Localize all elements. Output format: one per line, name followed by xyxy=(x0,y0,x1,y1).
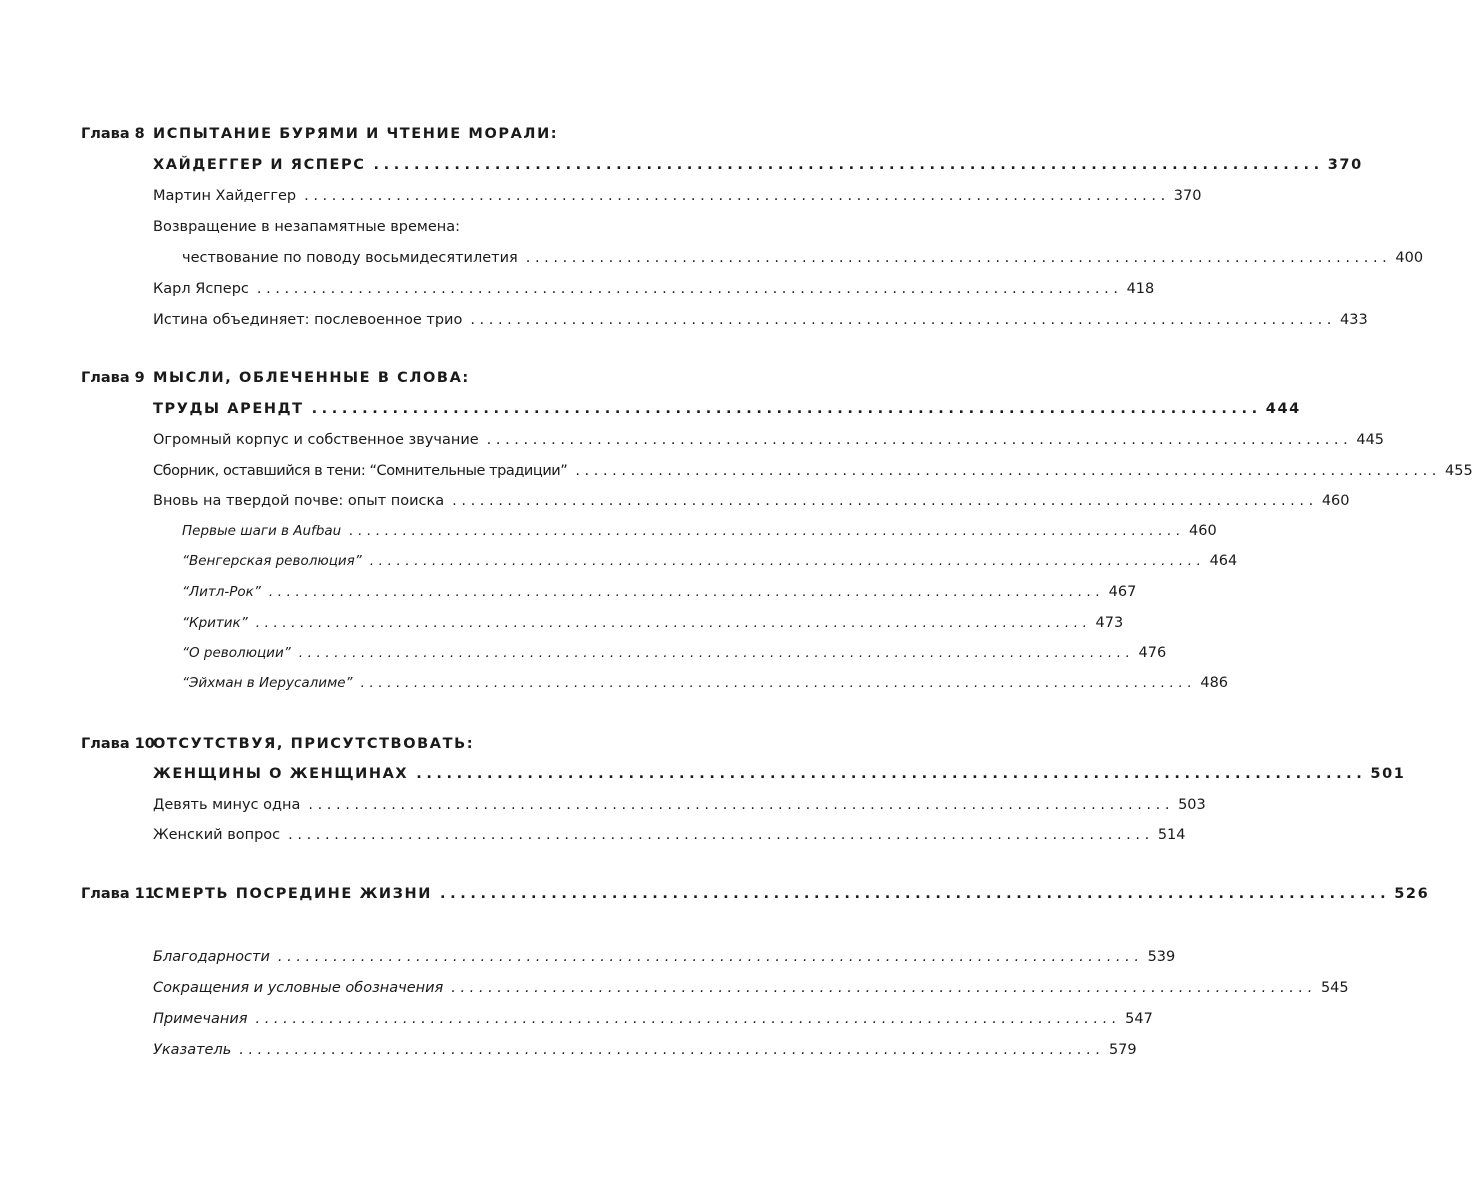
dot-leader: .............................................................................................. xyxy=(373,157,1324,173)
dot-leader: .............................................................................................. xyxy=(311,401,1262,417)
toc-entry-corpus[interactable] xyxy=(0,430,1385,458)
section-title: Мартин Хайдеггер xyxy=(153,188,297,204)
chapter-9-title-line2: ТРУДЫ АРЕНДТ xyxy=(153,401,304,417)
back-matter-page: 545 xyxy=(1320,980,1349,996)
dot-leader: .............................................................................................. xyxy=(470,312,1336,328)
chapter-10-heading-row xyxy=(0,734,794,762)
toc-subentry-critic[interactable] xyxy=(0,613,1124,641)
chapter-8-title-line2: ХАЙДЕГГЕР И ЯСПЕРС xyxy=(153,157,366,173)
chapter-8-heading-row xyxy=(0,124,794,152)
subsection-page: 460 xyxy=(1189,523,1217,539)
dot-leader: .............................................................................................. xyxy=(416,766,1367,782)
dot-leader: .............................................................................................. xyxy=(277,949,1144,965)
chapter-9-entry[interactable] xyxy=(0,399,1301,427)
chapter-10-title-line2: ЖЕНЩИНЫ О ЖЕНЩИНАХ xyxy=(153,766,409,782)
dot-leader: .............................................................................................. xyxy=(440,886,1391,902)
subsection-page: 464 xyxy=(1209,553,1238,569)
chapter-10-label: Глава 10 xyxy=(81,736,155,752)
section-page: 400 xyxy=(1395,250,1424,266)
section-page: 370 xyxy=(1173,188,1202,204)
dot-leader: .............................................................................................. xyxy=(304,188,1170,204)
dot-leader: .............................................................................................. xyxy=(298,645,1135,661)
toc-entry-woman-question[interactable] xyxy=(0,825,1186,853)
subsection-page: 467 xyxy=(1108,584,1137,600)
toc-subentry-hungarian[interactable] xyxy=(0,551,1238,579)
section-title: Девять минус одна xyxy=(153,797,301,813)
chapter-10-title-line1: ОТСУТСТВУЯ, ПРИСУТСТВОВАТЬ: xyxy=(153,736,475,752)
chapter-9-label: Глава 9 xyxy=(81,370,145,386)
chapter-9-heading-row xyxy=(0,368,794,396)
toc-entry-acknowledgements[interactable] xyxy=(0,947,1176,975)
chapter-9-page: 444 xyxy=(1265,401,1301,417)
chapter-8-label: Глава 8 xyxy=(81,126,145,142)
subsection-title: Первые шаги в Aufbau xyxy=(182,523,342,539)
toc-entry-heidegger[interactable] xyxy=(0,186,1202,214)
chapter-10-page: 501 xyxy=(1370,766,1406,782)
section-page: 514 xyxy=(1157,827,1186,843)
dot-leader: .............................................................................................. xyxy=(255,615,1092,631)
chapter-9-title-line1: МЫСЛИ, ОБЛЕЧЕННЫЕ В СЛОВА: xyxy=(153,370,470,386)
toc-entry-truth[interactable] xyxy=(0,310,1368,338)
dot-leader: .............................................................................................. xyxy=(268,584,1105,600)
section-title: Истина объединяет: послевоенное трио xyxy=(153,312,463,328)
subsection-title: “Критик” xyxy=(182,615,248,631)
chapter-10-entry[interactable] xyxy=(0,764,1406,792)
chapter-8-title-line1: ИСПЫТАНИЕ БУРЯМИ И ЧТЕНИЕ МОРАЛИ: xyxy=(153,126,559,142)
dot-leader: .............................................................................................. xyxy=(308,797,1175,813)
dot-leader: .............................................................................................. xyxy=(349,523,1185,539)
section-title: Карл Ясперс xyxy=(153,281,249,297)
section-title: чествование по поводу восьмидесятилетия xyxy=(182,250,518,266)
toc-subentry-little-rock[interactable] xyxy=(0,582,1137,610)
chapter-11-title: СМЕРТЬ ПОСРЕДИНЕ ЖИЗНИ xyxy=(153,886,433,902)
subsection-page: 486 xyxy=(1200,675,1229,691)
toc-entry-return-line1 xyxy=(0,217,794,245)
subsection-page: 473 xyxy=(1095,615,1124,631)
dot-leader: .............................................................................................. xyxy=(575,463,1442,479)
section-title: Женский вопрос xyxy=(153,827,281,843)
subsection-page: 476 xyxy=(1138,645,1167,661)
back-matter-title: Указатель xyxy=(153,1042,232,1058)
back-matter-page: 547 xyxy=(1125,1011,1153,1027)
subsection-title: “О революции” xyxy=(182,645,291,661)
toc-subentry-revolution[interactable] xyxy=(0,643,1167,671)
chapter-11-label: Глава 11 xyxy=(81,886,155,902)
toc-entry-abbreviations[interactable] xyxy=(0,978,1349,1006)
back-matter-page: 579 xyxy=(1108,1042,1137,1058)
section-page: 455 xyxy=(1445,463,1473,479)
toc-entry-index[interactable] xyxy=(0,1040,1137,1068)
dot-leader: .............................................................................................. xyxy=(288,827,1154,843)
chapter-11-entry[interactable] xyxy=(0,884,1430,912)
section-title-line1: Возвращение в незапамятные времена: xyxy=(153,219,461,235)
subsection-title: “Эйхман в Иерусалиме” xyxy=(182,675,353,691)
back-matter-title: Примечания xyxy=(153,1011,248,1027)
section-page: 418 xyxy=(1126,281,1155,297)
section-page: 445 xyxy=(1356,432,1385,448)
chapter-11-page: 526 xyxy=(1394,886,1430,902)
dot-leader: .............................................................................................. xyxy=(256,281,1123,297)
dot-leader: .............................................................................................. xyxy=(452,493,1318,509)
subsection-title: “Литл-Рок” xyxy=(182,584,261,600)
toc-entry-return[interactable] xyxy=(0,248,1424,276)
back-matter-page: 539 xyxy=(1147,949,1176,965)
toc-entry-solid-ground[interactable] xyxy=(0,491,1350,519)
back-matter-title: Благодарности xyxy=(153,949,270,965)
toc-entry-nine-minus-one[interactable] xyxy=(0,795,1206,823)
section-page: 433 xyxy=(1340,312,1368,328)
dot-leader: .............................................................................................. xyxy=(451,980,1317,996)
back-matter-title: Сокращения и условные обозначения xyxy=(153,980,444,996)
toc-entry-collection[interactable] xyxy=(0,461,1473,489)
toc-entry-jaspers[interactable] xyxy=(0,279,1155,307)
chapter-8-entry[interactable] xyxy=(0,155,1363,183)
dot-leader: .............................................................................................. xyxy=(369,553,1206,569)
section-page: 503 xyxy=(1178,797,1206,813)
subsection-title: “Венгерская революция” xyxy=(182,553,362,569)
dot-leader: .............................................................................................. xyxy=(255,1011,1122,1027)
section-title: Сборник, оставшийся в тени: “Сомнительные традиции” xyxy=(153,463,568,479)
toc-subentry-aufbau[interactable] xyxy=(0,521,1217,549)
dot-leader: .............................................................................................. xyxy=(486,432,1353,448)
toc-subentry-eichmann[interactable] xyxy=(0,673,1229,701)
dot-leader: .............................................................................................. xyxy=(360,675,1197,691)
section-title: Огромный корпус и собственное звучание xyxy=(153,432,479,448)
toc-entry-notes[interactable] xyxy=(0,1009,1153,1037)
section-page: 460 xyxy=(1321,493,1350,509)
chapter-8-page: 370 xyxy=(1327,157,1363,173)
section-title: Вновь на твердой почве: опыт поиска xyxy=(153,493,445,509)
dot-leader: .............................................................................................. xyxy=(525,250,1392,266)
dot-leader: .............................................................................................. xyxy=(239,1042,1105,1058)
